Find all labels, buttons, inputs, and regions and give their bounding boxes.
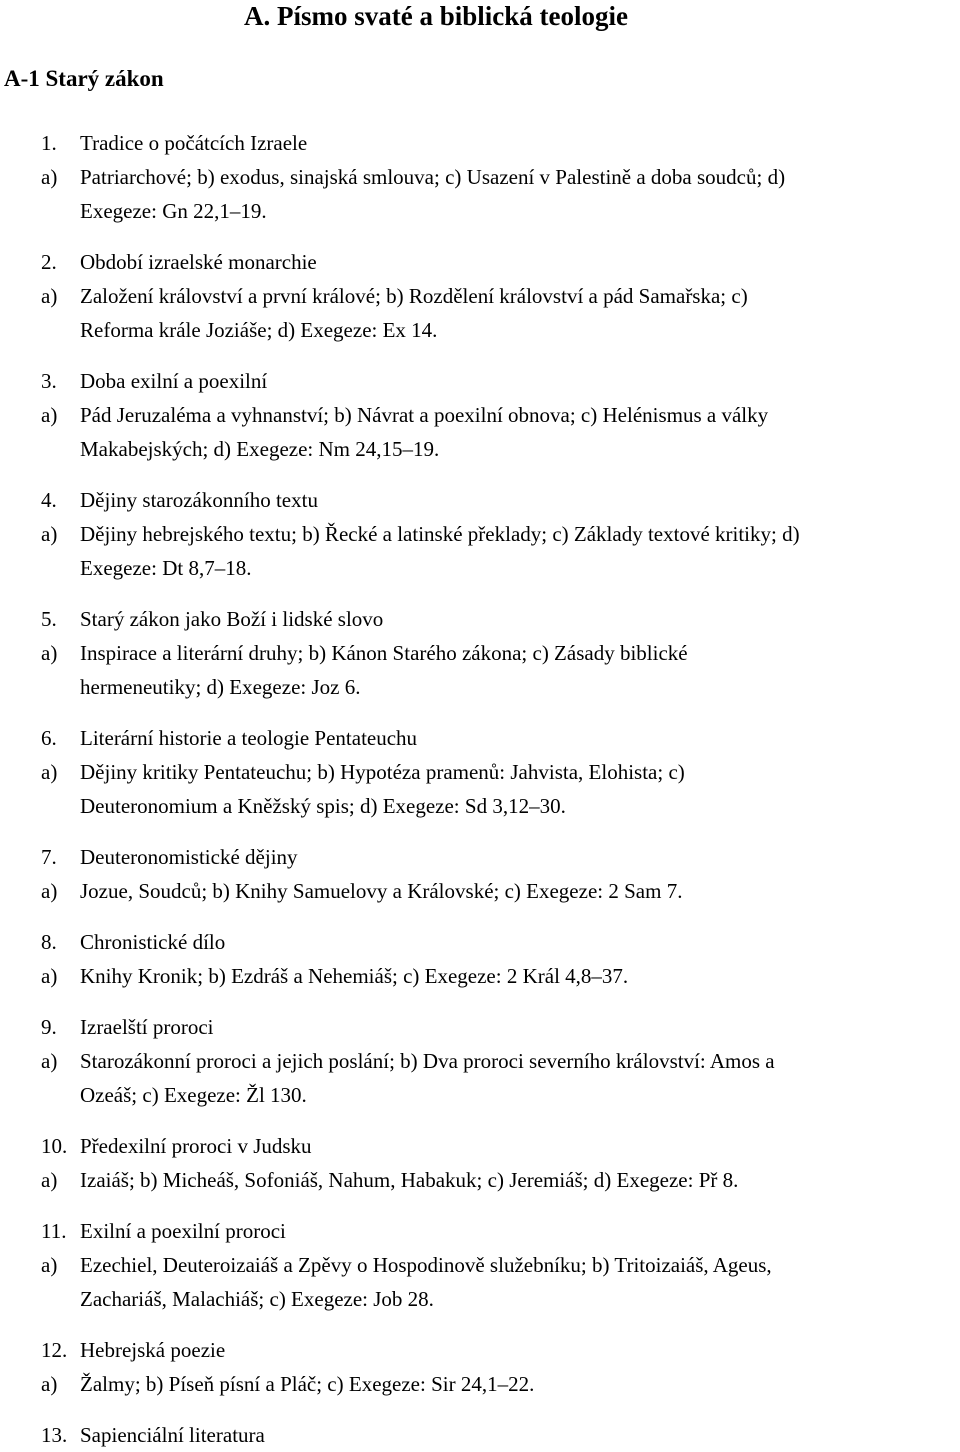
topic-content-text: Patriarchové; b) exodus, sinajská smlouva; c) Usazení v Palestině a doba soudců; d) xyxy=(80,165,786,189)
topic-item xyxy=(0,126,960,228)
topic-item xyxy=(0,1214,960,1316)
topic-heading-line xyxy=(0,602,960,636)
list-marker: a) xyxy=(41,403,58,427)
topic-item xyxy=(0,1010,960,1112)
topic-content-line xyxy=(0,1078,960,1112)
topic-heading-line xyxy=(0,721,960,755)
topic-list xyxy=(0,126,960,1452)
topic-item xyxy=(0,1418,960,1452)
topic-content-line xyxy=(0,313,960,347)
topic-heading: Tradice o počátcích Izraele xyxy=(80,131,308,155)
list-marker: a) xyxy=(41,284,58,308)
topic-number: 2. xyxy=(41,250,57,274)
topic-content-line xyxy=(0,1367,960,1401)
topic-content-line xyxy=(0,1282,960,1316)
list-marker: a) xyxy=(41,964,58,988)
topic-spacer xyxy=(0,993,960,1010)
topic-item xyxy=(0,925,960,993)
topic-heading-line xyxy=(0,245,960,279)
topic-number: 10. xyxy=(41,1134,68,1158)
topic-content-line xyxy=(0,160,960,194)
topic-content-line xyxy=(0,755,960,789)
topic-content-text: Exegeze: Gn 22,1–19. xyxy=(80,199,267,223)
topic-number: 1. xyxy=(41,131,57,155)
topic-number: 7. xyxy=(41,845,57,869)
topic-heading: Hebrejská poezie xyxy=(80,1338,226,1362)
topic-content-text: hermeneutiky; d) Exegeze: Joz 6. xyxy=(80,675,361,699)
topic-content-line xyxy=(0,194,960,228)
topic-heading: Izraelští proroci xyxy=(80,1015,214,1039)
list-marker: a) xyxy=(41,760,58,784)
topic-content-line xyxy=(0,1163,960,1197)
list-marker: a) xyxy=(41,1372,58,1396)
topic-heading-line xyxy=(0,1214,960,1248)
topic-number: 3. xyxy=(41,369,57,393)
topic-heading-line xyxy=(0,1010,960,1044)
topic-heading: Sapienciální literatura xyxy=(80,1423,265,1447)
topic-number: 12. xyxy=(41,1338,68,1362)
topic-number: 8. xyxy=(41,930,57,954)
topic-number: 5. xyxy=(41,607,57,631)
topic-content-text: Deuteronomium a Kněžský spis; d) Exegeze: Sd 3,12–30. xyxy=(80,794,566,818)
topic-content-text: Inspirace a literární druhy; b) Kánon Starého zákona; c) Zásady biblické xyxy=(80,641,688,665)
topic-content-text: Jozue, Soudců; b) Knihy Samuelovy a Královské; c) Exegeze: 2 Sam 7. xyxy=(80,879,683,903)
topic-number: 11. xyxy=(41,1219,67,1243)
topic-heading-line xyxy=(0,840,960,874)
topic-spacer xyxy=(0,228,960,245)
topic-content-text: Žalmy; b) Píseň písní a Pláč; c) Exegeze: Sir 24,1–22. xyxy=(80,1372,535,1396)
topic-heading: Deuteronomistické dějiny xyxy=(80,845,298,869)
topic-content-text: Zachariáš, Malachiáš; c) Exegeze: Job 28. xyxy=(80,1287,434,1311)
topic-item xyxy=(0,602,960,704)
topic-content-text: Ozeáš; c) Exegeze: Žl 130. xyxy=(80,1083,307,1107)
topic-heading: Dějiny starozákonního textu xyxy=(80,488,318,512)
topic-content-text: Pád Jeruzaléma a vyhnanství; b) Návrat a poexilní obnova; c) Helénismus a války xyxy=(80,403,769,427)
topic-heading: Doba exilní a poexilní xyxy=(80,369,268,393)
topic-number: 9. xyxy=(41,1015,57,1039)
topic-spacer xyxy=(0,466,960,483)
topic-heading-line xyxy=(0,1418,960,1452)
topic-content-text: Reforma krále Joziáše; d) Exegeze: Ex 14. xyxy=(80,318,438,342)
topic-content-line xyxy=(0,874,960,908)
topic-heading-line xyxy=(0,1333,960,1367)
topic-heading-line xyxy=(0,364,960,398)
topic-spacer xyxy=(0,1197,960,1214)
topic-content-line xyxy=(0,959,960,993)
topic-spacer xyxy=(0,585,960,602)
topic-content-line xyxy=(0,432,960,466)
topic-content-text: Dějiny hebrejského textu; b) Řecké a latinské překlady; c) Základy textové kritiky; d) xyxy=(80,522,800,546)
topic-content-text: Knihy Kronik; b) Ezdráš a Nehemiáš; c) Exegeze: 2 Král 4,8–37. xyxy=(80,964,629,988)
topic-item xyxy=(0,364,960,466)
topic-content-text: Dějiny kritiky Pentateuchu; b) Hypotéza pramenů: Jahvista, Elohista; c) xyxy=(80,760,685,784)
topic-spacer xyxy=(0,1316,960,1333)
topic-spacer xyxy=(0,1401,960,1418)
topic-heading-line xyxy=(0,925,960,959)
topic-content-line xyxy=(0,670,960,704)
topic-number: 13. xyxy=(41,1423,68,1447)
topic-content-line xyxy=(0,1248,960,1282)
list-marker: a) xyxy=(41,879,58,903)
topic-content-text: Izaiáš; b) Micheáš, Sofoniáš, Nahum, Habakuk; c) Jeremiáš; d) Exegeze: Př 8. xyxy=(80,1168,739,1192)
document-title: A. Písmo svaté a biblická teologie xyxy=(244,1,628,31)
topic-content-text: Starozákonní proroci a jejich poslání; b) Dva proroci severního království: Amos a xyxy=(80,1049,775,1073)
topic-spacer xyxy=(0,823,960,840)
topic-content-line xyxy=(0,517,960,551)
topic-content-line xyxy=(0,636,960,670)
topic-item xyxy=(0,1129,960,1197)
topic-item xyxy=(0,840,960,908)
list-marker: a) xyxy=(41,1253,58,1277)
list-marker: a) xyxy=(41,165,58,189)
topic-content-text: Založení království a první králové; b) Rozdělení království a pád Samařska; c) xyxy=(80,284,748,308)
topic-item xyxy=(0,721,960,823)
topic-heading: Starý zákon jako Boží i lidské slovo xyxy=(80,607,384,631)
topic-heading: Předexilní proroci v Judsku xyxy=(80,1134,312,1158)
section-title: A-1 Starý zákon xyxy=(4,66,164,91)
topic-content-line xyxy=(0,1044,960,1078)
topic-content-text: Makabejských; d) Exegeze: Nm 24,15–19. xyxy=(80,437,440,461)
topic-number: 4. xyxy=(41,488,57,512)
topic-heading: Exilní a poexilní proroci xyxy=(80,1219,286,1243)
topic-heading: Období izraelské monarchie xyxy=(80,250,317,274)
topic-content-text: Exegeze: Dt 8,7–18. xyxy=(80,556,252,580)
topic-heading-line xyxy=(0,483,960,517)
topic-spacer xyxy=(0,347,960,364)
topic-spacer xyxy=(0,908,960,925)
topic-content-text: Ezechiel, Deuteroizaiáš a Zpěvy o Hospodinově služebníku; b) Tritoizaiáš, Ageus, xyxy=(80,1253,772,1277)
topic-heading-line xyxy=(0,1129,960,1163)
topic-content-line xyxy=(0,789,960,823)
topic-item xyxy=(0,245,960,347)
topic-item xyxy=(0,1333,960,1401)
topic-spacer xyxy=(0,704,960,721)
topic-content-line xyxy=(0,279,960,313)
topic-heading: Chronistické dílo xyxy=(80,930,226,954)
topic-number: 6. xyxy=(41,726,57,750)
topic-content-line xyxy=(0,551,960,585)
list-marker: a) xyxy=(41,1168,58,1192)
topic-heading: Literární historie a teologie Pentateuchu xyxy=(80,726,418,750)
list-marker: a) xyxy=(41,522,58,546)
list-marker: a) xyxy=(41,641,58,665)
list-marker: a) xyxy=(41,1049,58,1073)
topic-spacer xyxy=(0,1112,960,1129)
topic-item xyxy=(0,483,960,585)
topic-heading-line xyxy=(0,126,960,160)
topic-content-line xyxy=(0,398,960,432)
